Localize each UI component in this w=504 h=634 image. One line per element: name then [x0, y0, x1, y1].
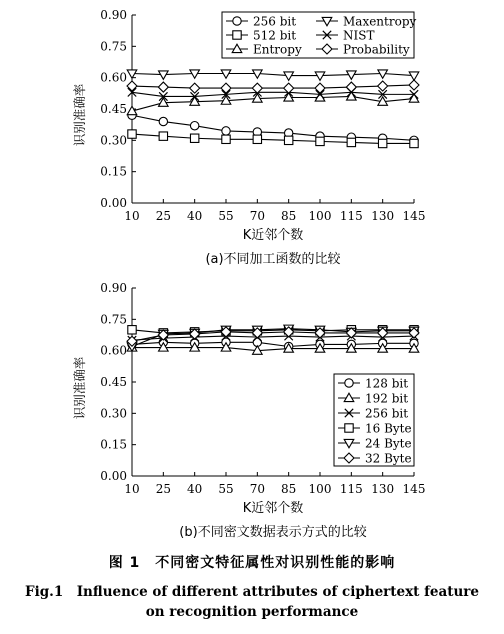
y-tick-label: 0.30 — [100, 133, 127, 148]
legend — [334, 374, 414, 466]
data-point — [190, 122, 198, 130]
x-tick-label: 40 — [187, 209, 203, 223]
x-tick-label: 115 — [339, 209, 363, 223]
data-point — [253, 135, 261, 143]
figure-caption-english-line2: on recognition performance — [145, 604, 359, 620]
subplot-caption: (a)不同加工函数的比较 — [205, 252, 341, 267]
data-point — [409, 80, 419, 90]
series-line — [132, 73, 414, 75]
y-tick-label: 0.00 — [100, 469, 127, 483]
data-point — [410, 139, 418, 147]
y-tick-label: 0.45 — [100, 102, 127, 116]
data-point — [284, 83, 294, 93]
data-point — [190, 83, 200, 93]
data-point — [378, 139, 386, 147]
legend-label: 24 Byte — [365, 436, 412, 451]
data-point — [128, 130, 136, 138]
x-tick-label: 40 — [187, 482, 203, 496]
x-tick-label: 130 — [371, 209, 395, 223]
series-maxentropy — [127, 70, 419, 80]
data-point — [284, 93, 294, 101]
x-tick-label: 85 — [281, 482, 297, 496]
y-tick-label: 0.60 — [100, 343, 127, 358]
legend-label: 16 Byte — [365, 421, 412, 436]
data-point — [409, 72, 419, 80]
x-tick-label: 115 — [339, 482, 363, 496]
x-tick-label: 25 — [155, 209, 171, 223]
legend-label: Entropy — [253, 42, 302, 57]
legend-marker — [345, 424, 353, 432]
legend-label: 256 bit — [365, 406, 409, 421]
y-tick-label: 0.90 — [100, 281, 127, 295]
x-tick-label: 55 — [218, 482, 234, 496]
data-point — [284, 136, 292, 144]
x-axis-label: K近邻个数 — [242, 228, 304, 243]
series-line — [132, 92, 414, 96]
y-tick-label: 0.60 — [100, 70, 127, 85]
legend-item — [338, 452, 412, 466]
x-tick-label: 55 — [218, 209, 234, 223]
series-line — [132, 342, 414, 346]
series-probability — [127, 80, 419, 93]
data-point — [159, 71, 169, 79]
figure-caption-english-line1: Fig.1 Influence of different attributes of ciphertext feature — [25, 584, 479, 600]
y-tick-label: 0.00 — [100, 196, 127, 210]
y-tick-label: 0.75 — [100, 39, 127, 54]
x-tick-label: 145 — [402, 209, 426, 223]
x-tick-label: 100 — [308, 482, 332, 496]
y-tick-label: 0.30 — [100, 406, 127, 421]
data-point — [284, 72, 294, 80]
x-tick-label: 25 — [155, 482, 171, 496]
legend-marker — [233, 17, 241, 25]
data-point — [128, 326, 136, 334]
legend-marker — [233, 31, 241, 39]
data-point — [222, 135, 230, 143]
legend — [222, 12, 417, 58]
chart-b — [72, 281, 425, 540]
data-point — [346, 82, 356, 92]
legend-label: 192 bit — [365, 391, 409, 406]
x-tick-label: 10 — [124, 209, 140, 223]
x-tick-label: 70 — [249, 482, 265, 496]
x-tick-label: 145 — [402, 482, 426, 496]
y-axis-label: 识别准确率 — [72, 356, 87, 420]
data-point — [190, 134, 198, 142]
legend-label: 256 bit — [253, 14, 297, 29]
y-tick-label: 0.75 — [100, 312, 127, 327]
data-point — [378, 81, 388, 91]
data-point — [347, 138, 355, 146]
series-nist — [128, 88, 418, 101]
x-tick-label: 70 — [249, 209, 265, 223]
series-line — [132, 85, 414, 88]
figure-caption-chinese: 图 1 不同密文特征属性对识别性能的影响 — [108, 555, 396, 571]
series-line — [132, 336, 414, 340]
legend-marker — [345, 379, 353, 387]
y-tick-label: 0.15 — [100, 164, 127, 179]
x-tick-label: 100 — [308, 209, 332, 223]
y-tick-label: 0.90 — [100, 8, 127, 22]
legend-label: NIST — [343, 28, 375, 43]
series-line — [132, 96, 414, 111]
y-tick-label: 0.15 — [100, 437, 127, 452]
x-tick-label: 130 — [371, 482, 395, 496]
x-axis-label: K近邻个数 — [242, 501, 304, 516]
series-entropy — [127, 92, 419, 115]
legend-label: Probability — [343, 42, 410, 57]
y-tick-label: 0.45 — [100, 375, 127, 389]
data-point — [316, 137, 324, 145]
x-tick-label: 85 — [281, 209, 297, 223]
data-point — [252, 83, 262, 93]
data-point — [158, 82, 168, 92]
chart-a — [72, 8, 425, 267]
series-line — [132, 134, 414, 143]
data-point — [159, 132, 167, 140]
data-point — [222, 127, 230, 135]
series-line — [132, 348, 414, 351]
y-axis-label: 识别准确率 — [72, 83, 87, 147]
subplot-caption: (b)不同密文数据表示方式的比较 — [179, 525, 367, 540]
legend-label: 128 bit — [365, 376, 409, 391]
data-point — [315, 72, 325, 80]
legend-label: Maxentropy — [343, 14, 417, 29]
legend-label: 512 bit — [253, 28, 297, 43]
x-tick-label: 10 — [124, 482, 140, 496]
legend-label: 32 Byte — [365, 451, 412, 466]
data-point — [159, 117, 167, 125]
data-point — [221, 70, 231, 78]
